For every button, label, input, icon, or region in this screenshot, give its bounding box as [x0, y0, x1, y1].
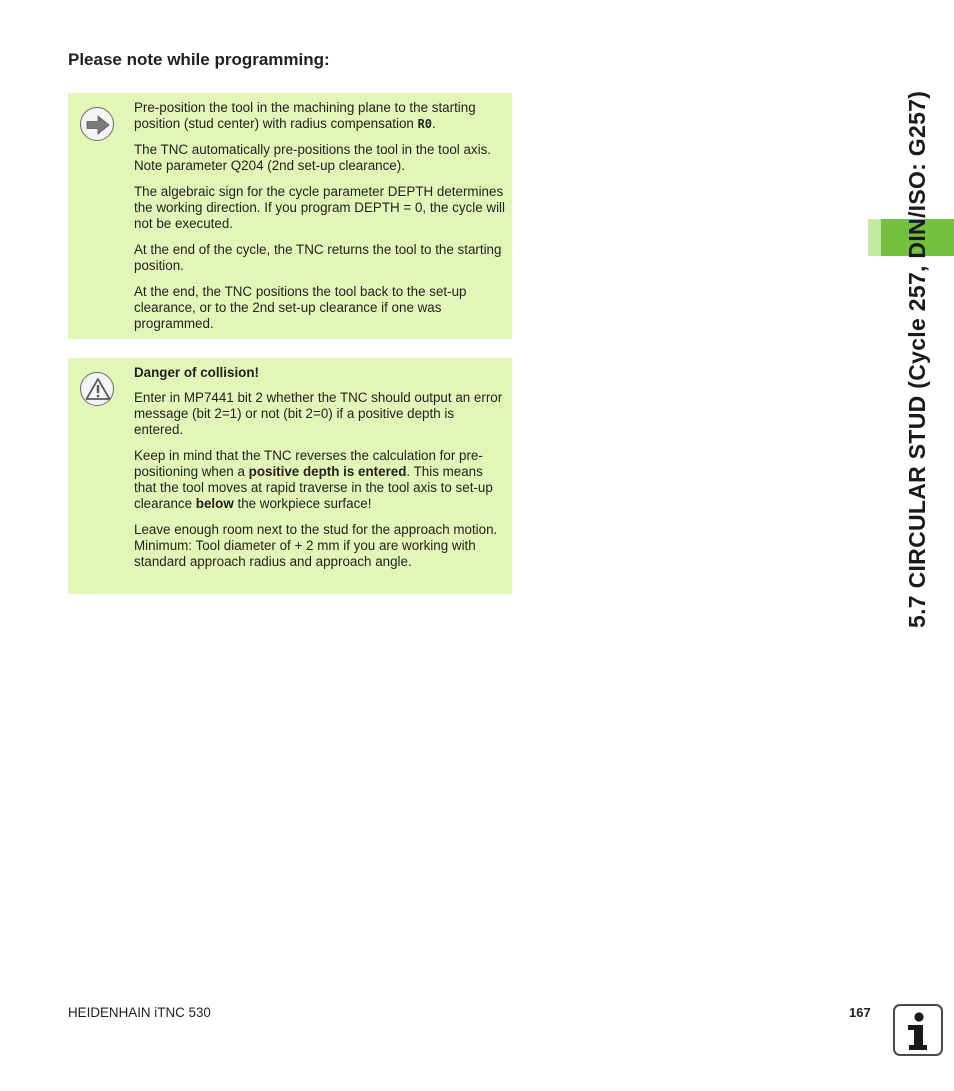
note-paragraph: The algebraic sign for the cycle parameter DEPTH determines the working direction. If you program DEPTH = 0, the cycle will not be executed.: [134, 184, 505, 231]
danger-paragraph: Leave enough room next to the stud for the approach motion. Minimum: Tool diameter of + 2 mm if you are working with standard approach radius and approach angle.: [134, 522, 498, 569]
warning-triangle-icon: [80, 372, 114, 406]
note-paragraph: The TNC automatically pre-positions the tool in the tool axis. Note parameter Q204 (2nd set-up clearance).: [134, 142, 492, 173]
footer-product: HEIDENHAIN iTNC 530: [68, 1005, 211, 1020]
danger-title: Danger of collision!: [134, 365, 259, 380]
code-r0: R0: [417, 117, 433, 131]
chapter-side-title: 5.7 CIRCULAR STUD (Cycle 257, DIN/ISO: G257): [904, 90, 930, 628]
danger-paragraph: Keep in mind that the TNC reverses the calculation for pre-positioning when a positive depth is entered. This means that the tool moves at rapid traverse in the tool axis to set-up clearance below the workpiece surface!: [134, 448, 493, 511]
danger-paragraph: Enter in MP7441 bit 2 whether the TNC should output an error message (bit 2=1) or not (bit 2=0) if a positive depth is entered.: [134, 390, 503, 437]
section-heading: Please note while programming:: [68, 50, 330, 69]
info-icon: [893, 1004, 943, 1056]
notes-box: [68, 93, 512, 339]
page-number: 167: [849, 1005, 871, 1020]
note-paragraph: Pre-position the tool in the machining plane to the starting position (stud center) with radius compensation R0.: [134, 100, 476, 131]
arrow-right-icon: [80, 107, 114, 141]
note-paragraph: At the end, the TNC positions the tool back to the set-up clearance, or to the 2nd set-up clearance if one was programmed.: [134, 284, 467, 331]
note-paragraph: At the end of the cycle, the TNC returns the tool to the starting position.: [134, 242, 502, 273]
side-accent-light: [868, 219, 882, 256]
notes-text: [134, 100, 506, 342]
danger-text: [134, 365, 506, 580]
danger-box: [68, 358, 512, 594]
